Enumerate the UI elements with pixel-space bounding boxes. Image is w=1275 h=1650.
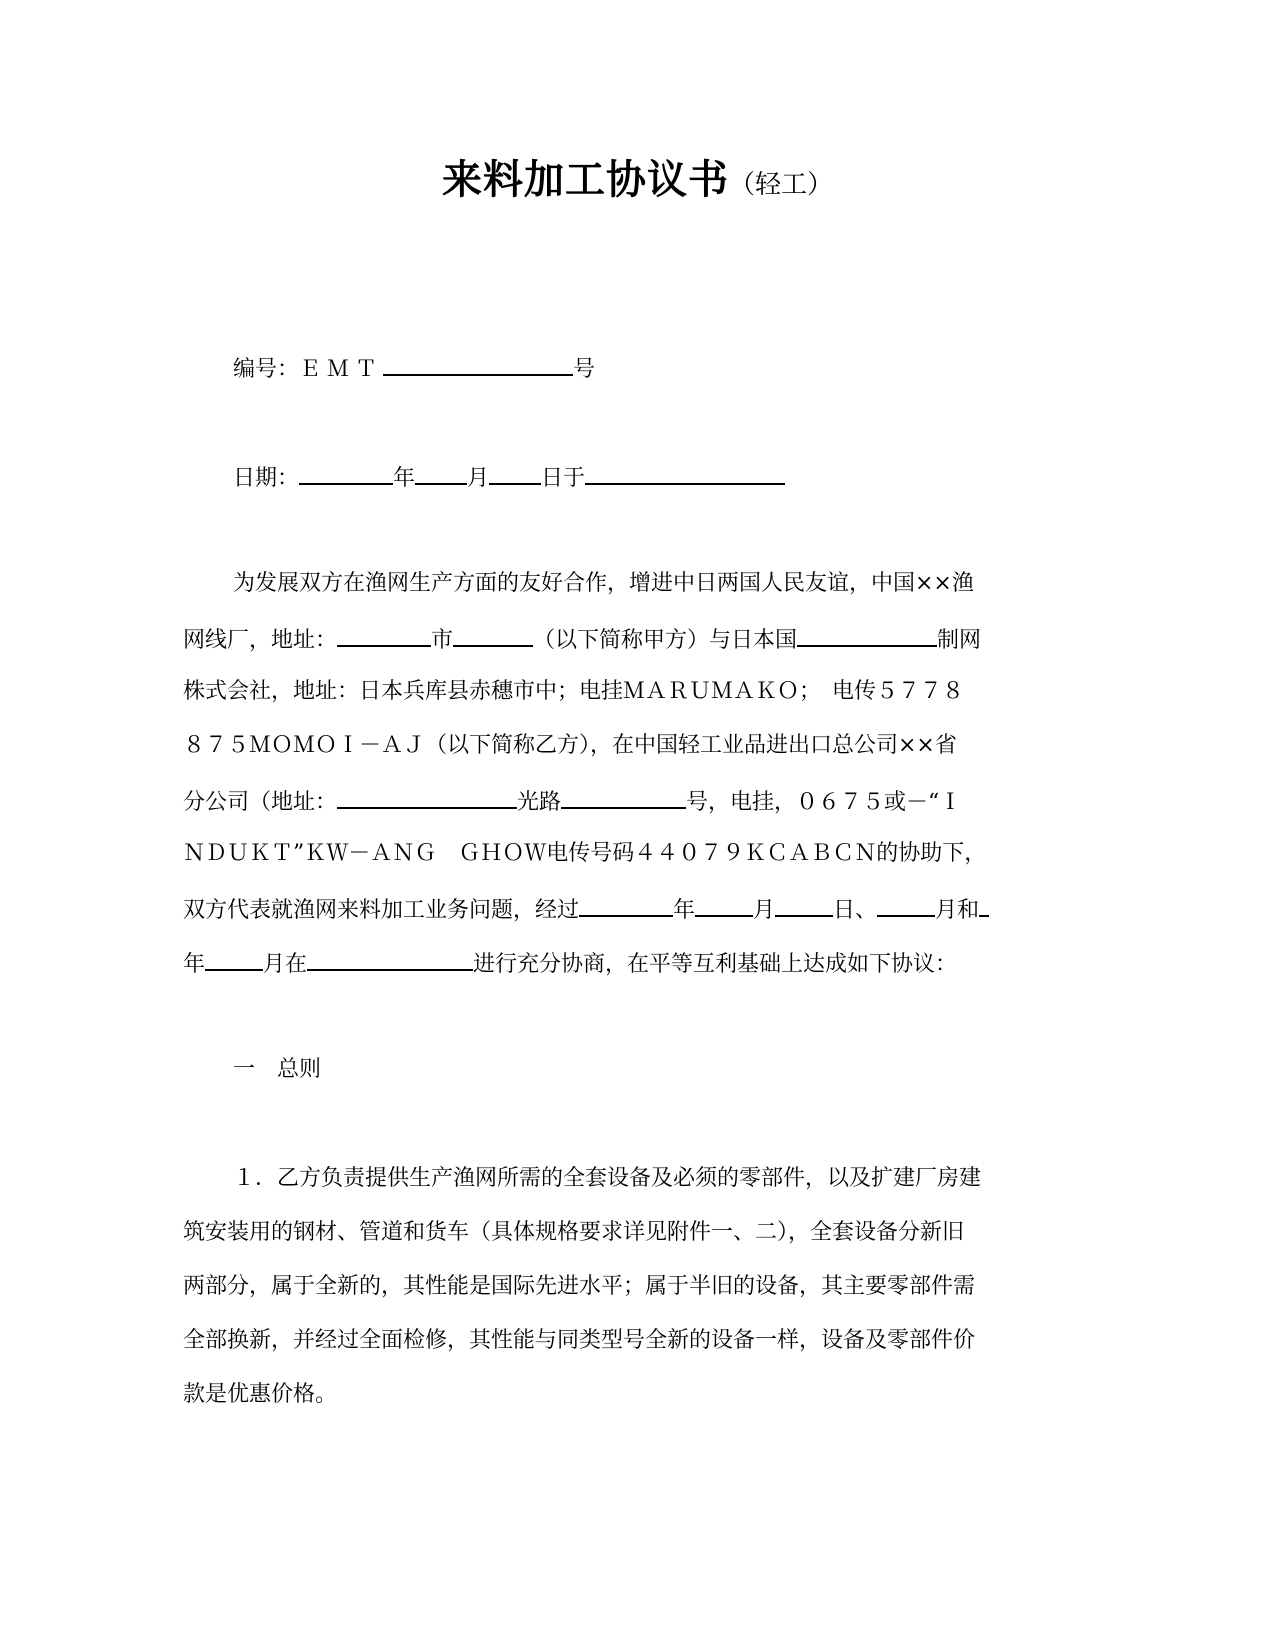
title-main: 来料加工协议书 — [441, 157, 729, 203]
preamble-l2-b: 市 — [431, 628, 454, 653]
clause1-line-1: １．乙方负责提供生产渔网所需的全套设备及必须的零部件，以及扩建厂房建 — [233, 1166, 982, 1191]
date-month: 月 — [467, 466, 490, 491]
preamble-l8-c: 进行充分协商，在平等互利基础上达成如下协议： — [473, 952, 958, 977]
number-blank — [383, 352, 573, 376]
trailing-blank — [979, 893, 989, 917]
address-blank — [453, 623, 533, 647]
preamble-line-2 — [183, 623, 981, 656]
clause1-line-5: 款是优惠价格。 — [183, 1382, 338, 1407]
preamble-l2-c: （以下简称甲方）与日本国 — [533, 628, 798, 653]
clause1-line-2: 筑安装用的钢材、管道和货车（具体规格要求详见附件一、二），全套设备分新旧 — [183, 1220, 965, 1245]
preamble-line-3: 株式会社，地址：日本兵库县赤穗市中；电挂ＭＡＲＵＭＡＫＯ； 电传５７７８ — [183, 679, 965, 704]
preamble-line-5 — [183, 785, 961, 818]
preamble-l7-c: 月 — [753, 898, 776, 923]
meeting-month2-blank — [877, 893, 935, 917]
preamble-l5-a: 分公司（地址： — [183, 790, 338, 815]
preamble-l5-c: 号，电挂，０６７５或－“Ｉ — [686, 790, 962, 815]
meeting-month3-blank — [205, 947, 263, 971]
city-blank — [337, 623, 431, 647]
preamble-l8-a: 年 — [183, 952, 206, 977]
number-label: 编号： — [233, 357, 300, 382]
company-blank — [797, 623, 937, 647]
meeting-month-blank — [695, 893, 753, 917]
meeting-year-blank — [579, 893, 673, 917]
preamble-l2-a: 网线厂，地址： — [183, 628, 338, 653]
document-title — [0, 148, 1275, 205]
preamble-line-8 — [183, 947, 957, 980]
title-sub: （轻工） — [728, 170, 833, 200]
date-year: 年 — [393, 466, 416, 491]
date-label: 日期： — [233, 466, 300, 491]
date-line — [233, 461, 785, 494]
preamble-l5-b: 光路 — [517, 790, 562, 815]
date-month-blank — [415, 461, 467, 485]
date-day-blank — [489, 461, 541, 485]
date-place-blank — [585, 461, 785, 485]
preamble-line-1: 为发展双方在渔网生产方面的友好合作，增进中日两国人民友谊，中国××渔 — [233, 571, 974, 596]
preamble-line-4: ８７５ＭＯＭＯＩ－ＡＪ（以下简称乙方），在中国轻工业品进出口总公司××省 — [183, 733, 957, 758]
preamble-l7-a: 双方代表就渔网来料加工业务问题，经过 — [183, 898, 580, 923]
address-road-blank — [337, 785, 517, 809]
clause1-line-4: 全部换新，并经过全面检修，其性能与同类型号全新的设备一样，设备及零部件价 — [183, 1328, 976, 1353]
number-suffix: 号 — [573, 357, 596, 382]
preamble-l8-b: 月在 — [263, 952, 308, 977]
preamble-line-6: ＮＤＵＫＴ”ＫＷ－ＡＮＧ ＧＨＯＷ电传号码４４０７９ＫＣＡＢＣＮ的协助下， — [183, 841, 987, 866]
number-prefix: ＥＭＴ — [299, 357, 384, 382]
clause1-line-3: 两部分，属于全新的，其性能是国际先进水平；属于半旧的设备，其主要零部件需 — [183, 1274, 976, 1299]
preamble-l7-d: 日、 — [833, 898, 878, 923]
preamble-line-7 — [183, 893, 989, 926]
date-day-at: 日于 — [541, 466, 586, 491]
preamble-l2-d: 制网 — [937, 628, 982, 653]
section-heading: 一 总则 — [233, 1057, 322, 1082]
date-year-blank — [299, 461, 393, 485]
address-number-blank — [561, 785, 686, 809]
number-line — [233, 352, 595, 385]
preamble-l7-e: 月和 — [935, 898, 980, 923]
meeting-place-blank — [307, 947, 473, 971]
meeting-day-blank — [775, 893, 833, 917]
preamble-l7-b: 年 — [673, 898, 696, 923]
